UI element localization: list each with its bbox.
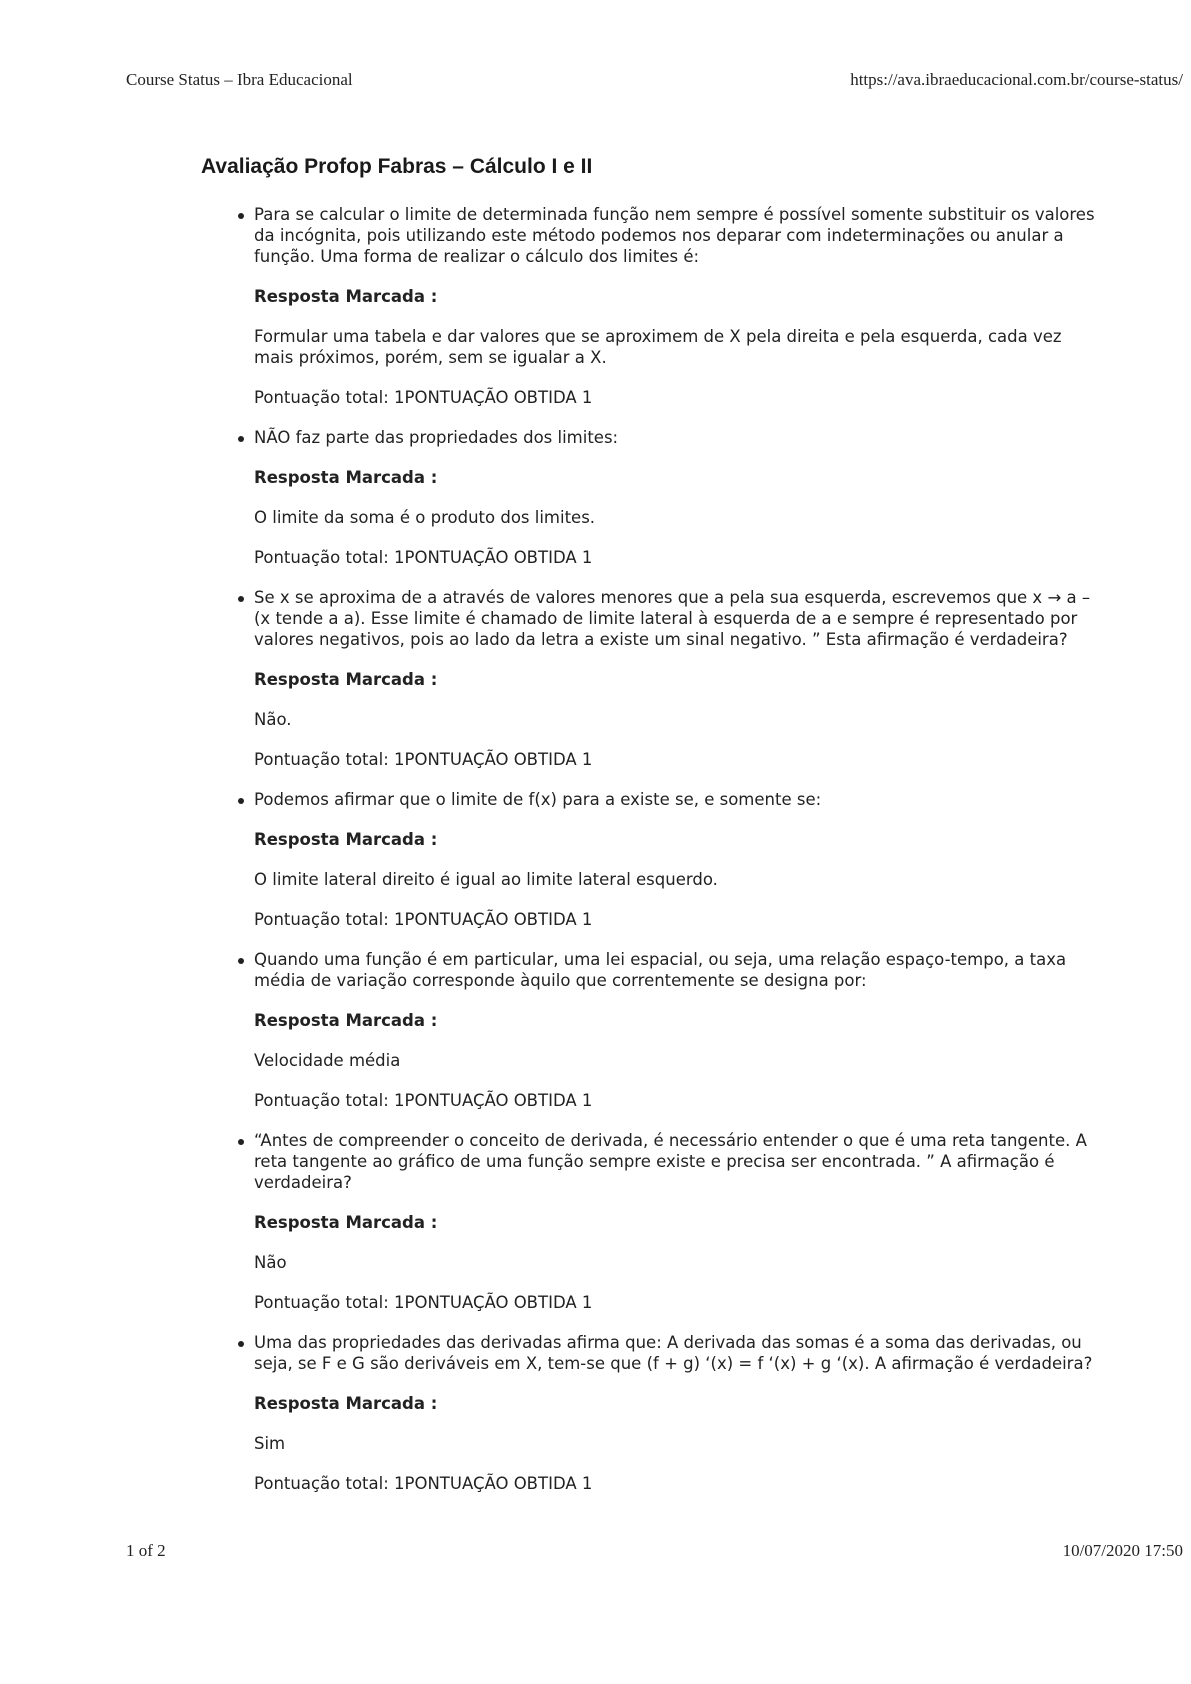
question-item-6 (254, 1130, 1104, 1313)
bullet-icon (238, 1341, 244, 1347)
answer-label: Resposta Marcada : (254, 287, 438, 306)
bullet-icon (238, 213, 244, 219)
answer-text: O limite lateral direito é igual ao limite lateral esquerdo. (254, 870, 718, 889)
answer-text: Não. (254, 710, 292, 729)
question-item-3 (254, 587, 1104, 770)
answer-label: Resposta Marcada : (254, 1011, 438, 1030)
answer-label: Resposta Marcada : (254, 670, 438, 689)
score-text: Pontuação total: 1PONTUAÇÃO OBTIDA 1 (254, 1091, 593, 1110)
answer-label: Resposta Marcada : (254, 1213, 438, 1232)
answer-label: Resposta Marcada : (254, 468, 438, 487)
question-item-5 (254, 949, 1104, 1111)
score-text: Pontuação total: 1PONTUAÇÃO OBTIDA 1 (254, 548, 593, 567)
question-text: Quando uma função é em particular, uma lei espacial, ou seja, uma relação espaço-tempo, a taxa média de variação corresponde àquilo que correntemente se designa por: (254, 950, 1067, 990)
question-text: Se x se aproxima de a através de valores menores que a pela sua esquerda, escrevemos que x → a – (x tende a a). Esse limite é chamado de limite lateral à esquerda de a e sempre é representado por valores negativos, pois ao lado da letra a existe um sinal negativo. ” Esta afirmação é verdadeira? (254, 588, 1091, 649)
question-text: Uma das propriedades das derivadas afirma que: A derivada das somas é a soma das derivadas, ou seja, se F e G são deriváveis em X, tem-se que (f + g) ‘(x) = f ‘(x) + g ‘(x). A afirmação é verdadeira? (254, 1333, 1093, 1373)
question-item-1 (254, 204, 1104, 408)
answer-text: Formular uma tabela e dar valores que se aproximem de X pela direita e pela esquerda, cada vez mais próximos, porém, sem se igualar a X. (254, 327, 1062, 367)
bullet-icon (238, 596, 244, 602)
bullet-icon (238, 958, 244, 964)
question-item-4 (254, 789, 1104, 930)
score-text: Pontuação total: 1PONTUAÇÃO OBTIDA 1 (254, 750, 593, 769)
answer-label: Resposta Marcada : (254, 830, 438, 849)
question-text: Podemos afirmar que o limite de f(x) para a existe se, e somente se: (254, 790, 822, 809)
score-text: Pontuação total: 1PONTUAÇÃO OBTIDA 1 (254, 1474, 593, 1493)
question-list (254, 204, 1104, 1513)
question-item-2 (254, 427, 1104, 568)
score-text: Pontuação total: 1PONTUAÇÃO OBTIDA 1 (254, 910, 593, 929)
bullet-icon (238, 798, 244, 804)
answer-text: O limite da soma é o produto dos limites. (254, 508, 596, 527)
print-footer-datetime: 10/07/2020 17:50 (1062, 1541, 1183, 1560)
bullet-icon (238, 436, 244, 442)
question-text: NÃO faz parte das propriedades dos limites: (254, 428, 619, 447)
score-text: Pontuação total: 1PONTUAÇÃO OBTIDA 1 (254, 388, 593, 407)
answer-text: Sim (254, 1434, 286, 1453)
answer-text: Velocidade média (254, 1051, 401, 1070)
answer-label: Resposta Marcada : (254, 1394, 438, 1413)
page-title: Avaliação Profop Fabras – Cálculo I e II (201, 155, 593, 178)
score-text: Pontuação total: 1PONTUAÇÃO OBTIDA 1 (254, 1293, 593, 1312)
question-item-7 (254, 1332, 1104, 1494)
question-text: Para se calcular o limite de determinada função nem sempre é possível somente substituir os valores da incógnita, pois utilizando este método podemos nos deparar com indeterminações ou anular a função. Uma forma de realizar o cálculo dos limites é: (254, 205, 1095, 266)
print-footer-page: 1 of 2 (126, 1541, 166, 1560)
answer-text: Não (254, 1253, 287, 1272)
question-text: “Antes de compreender o conceito de derivada, é necessário entender o que é uma reta tangente. A reta tangente ao gráfico de uma função sempre existe e precisa ser encontrada. ” A afirmação é verdadeira? (254, 1131, 1087, 1192)
bullet-icon (238, 1139, 244, 1145)
print-header-url: https://ava.ibraeducacional.com.br/course-status/ (850, 70, 1183, 89)
print-header-title: Course Status – Ibra Educacional (126, 70, 353, 89)
